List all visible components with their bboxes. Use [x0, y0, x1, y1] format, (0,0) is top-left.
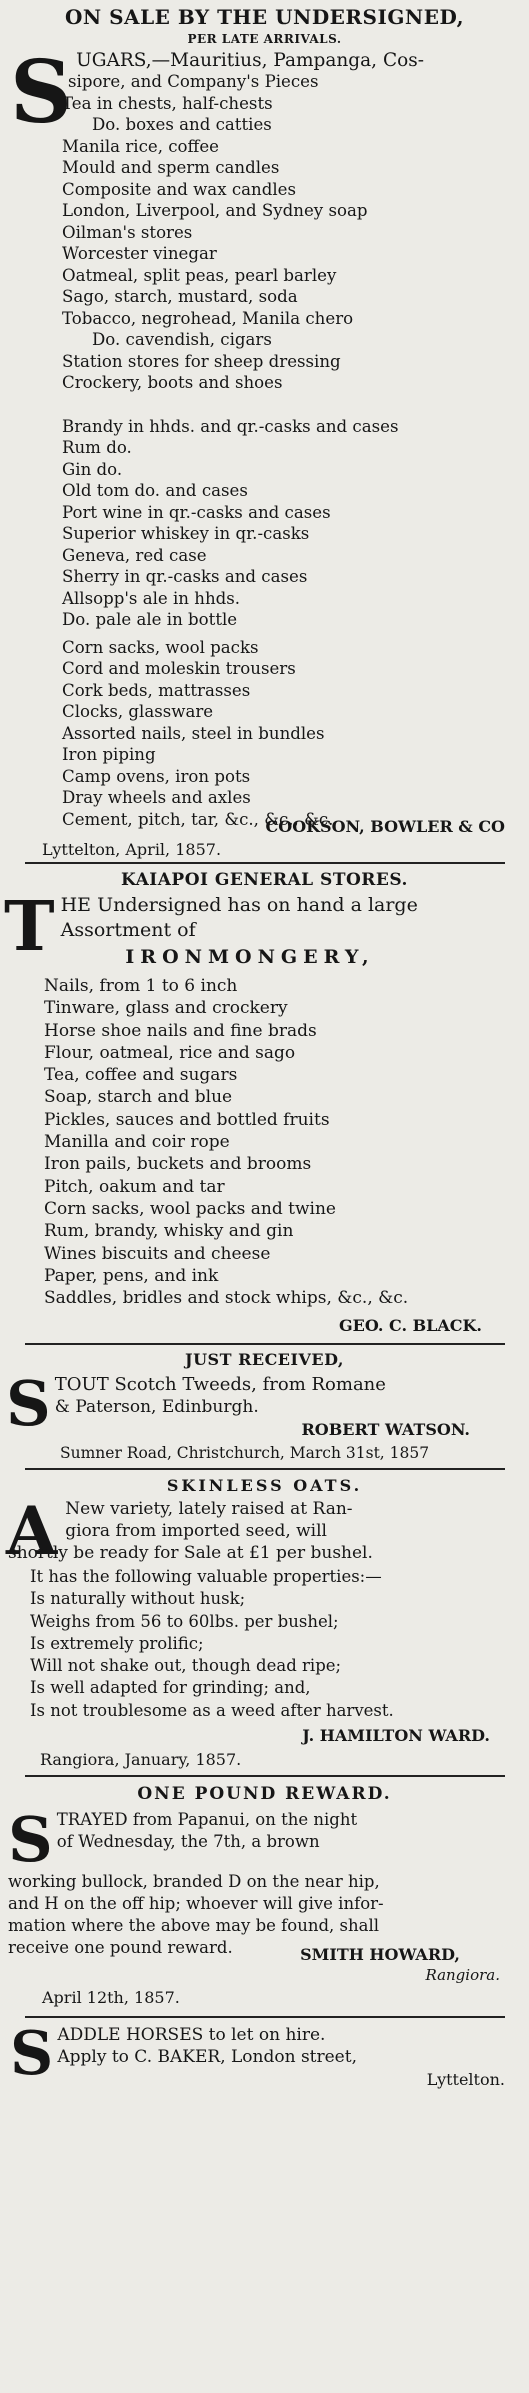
- list-item: Tea in chests, half-chests: [62, 93, 273, 113]
- list-item: Composite and wax candles: [62, 179, 296, 199]
- list-item: Allsopp's ale in hhds.: [62, 588, 241, 608]
- ad5-line: and H on the off hip; whoever will give infor-: [8, 1894, 384, 1913]
- list-item: Is naturally without husk;: [30, 1589, 246, 1609]
- list-item: Nails, from 1 to 6 inch: [44, 976, 238, 996]
- place-date: Sumner Road, Christchurch, March 31st, 1857: [60, 1444, 430, 1462]
- ironmongery-heading: IRONMONGERY,: [125, 946, 375, 968]
- list-item: Wines biscuits and cheese: [44, 1243, 271, 1264]
- list-item: Tobacco, negrohead, Manila chero: [62, 308, 354, 328]
- ad1-item-list: [62, 71, 522, 830]
- divider: [25, 2016, 505, 2018]
- list-item: Sherry in qr.-casks and cases: [62, 567, 308, 586]
- list-item: Pitch, oakum and tar: [44, 1176, 225, 1197]
- place: Lyttelton.: [426, 2070, 505, 2089]
- ad5-line: of Wednesday, the 7th, a brown: [56, 1832, 320, 1851]
- list-item: Pickles, sauces and bottled fruits: [44, 1109, 330, 1130]
- headline: ONE POUND REWARD.: [137, 1784, 392, 1804]
- list-item: Tinware, glass and crockery: [44, 998, 288, 1019]
- ad6-line2: Apply to C. BAKER, London street,: [57, 2047, 357, 2067]
- list-item: Rum, brandy, whisky and gin: [44, 1221, 294, 1242]
- place-date: Rangiora, January, 1857.: [40, 1750, 242, 1769]
- list-item: Rum do.: [62, 438, 132, 457]
- place-date: Lyttelton, April, 1857.: [42, 840, 222, 859]
- list-item: Weighs from 56 to 60lbs. per bushel;: [30, 1611, 339, 1631]
- list-item: Is not troublesome as a weed after harvest.: [30, 1700, 394, 1720]
- list-item: Worcester vinegar: [62, 244, 217, 263]
- signature: J. HAMILTON WARD.: [302, 1726, 490, 1745]
- list-item: Is extremely prolific;: [30, 1633, 204, 1653]
- ad5-body: [8, 1803, 526, 1959]
- list-item: Port wine in qr.-casks and cases: [62, 502, 331, 522]
- list-item: Crockery, boots and shoes: [62, 373, 283, 392]
- headline: JUST RECEIVED,: [185, 1350, 344, 1369]
- drop-cap: S: [10, 2019, 54, 2089]
- ad4-item-list: [30, 1566, 525, 1722]
- list-item: Assorted nails, steel in bundles: [62, 723, 325, 743]
- list-item: Station stores for sheep dressing: [62, 351, 341, 371]
- list-item: Flour, oatmeal, rice and sago: [44, 1042, 296, 1063]
- list-item: Do. pale ale in bottle: [62, 610, 238, 629]
- ad5-line: mation where the above may be found, shall: [8, 1916, 379, 1935]
- list-item: Soap, starch and blue: [44, 1087, 233, 1108]
- list-item: Do. boxes and catties: [92, 115, 272, 134]
- subheadline: PER LATE ARRIVALS.: [187, 32, 342, 46]
- list-item: It has the following valuable properties:—: [30, 1567, 382, 1586]
- list-item: Is well adapted for grinding; and,: [30, 1678, 311, 1698]
- drop-cap: S: [10, 42, 73, 143]
- ad3-line2: & Paterson, Edinburgh.: [54, 1397, 259, 1417]
- headline: KAIAPOI GENERAL STORES.: [121, 870, 408, 890]
- list-item: Sago, starch, mustard, soda: [62, 287, 298, 306]
- list-item: Manila rice, coffee: [62, 136, 219, 156]
- drop-cap: T: [4, 887, 55, 967]
- list-item: Old tom do. and cases: [62, 481, 248, 500]
- list-item: Oilman's stores: [62, 222, 193, 242]
- list-item: Corn sacks, wool packs and twine: [44, 1198, 336, 1219]
- list-item: Mould and sperm candles: [62, 158, 280, 177]
- list-item: Cement, pitch, tar, &c., &c., &c.: [62, 809, 334, 829]
- list-item: Tea, coffee and sugars: [44, 1065, 238, 1086]
- ad2-line2: Assortment of: [60, 919, 196, 941]
- date: April 12th, 1857.: [42, 1988, 180, 2007]
- ad4-line1: New variety, lately raised at Ran-: [65, 1499, 353, 1519]
- list-item: Superior whiskey in qr.-casks: [62, 524, 310, 543]
- list-item: Corn sacks, wool packs: [62, 637, 259, 657]
- ad2-line1: HE Undersigned has on hand a large: [60, 894, 418, 916]
- divider: [25, 1775, 505, 1777]
- list-item: sipore, and Company's Pieces: [68, 72, 319, 91]
- signature: ROBERT WATSON.: [301, 1420, 470, 1439]
- headline: ON SALE BY THE UNDERSIGNED,: [64, 5, 465, 29]
- divider: [25, 1343, 505, 1345]
- ad3-line1: TOUT Scotch Tweeds, from Romane: [54, 1374, 386, 1395]
- divider: [25, 862, 505, 864]
- ad5-line: working bullock, branded D on the near hip,: [8, 1872, 380, 1891]
- list-item: Manilla and coir rope: [44, 1132, 230, 1153]
- ad5-line: TRAYED from Papanui, on the night: [56, 1810, 358, 1829]
- list-item: Paper, pens, and ink: [44, 1265, 219, 1286]
- ad-cookson-bowler: [0, 4, 529, 48]
- divider: [25, 1468, 505, 1470]
- list-item: Saddles, bridles and stock whips, &c., &c.: [44, 1288, 409, 1309]
- list-item: Geneva, red case: [62, 545, 207, 565]
- list-item: Will not shake out, though dead ripe;: [30, 1656, 342, 1676]
- list-item: Brandy in hhds. and qr.-casks and cases: [62, 416, 399, 436]
- signature-place: Rangiora.: [425, 1966, 500, 1984]
- drop-cap: S: [6, 1367, 51, 1440]
- list-item: London, Liverpool, and Sydney soap: [62, 201, 368, 220]
- signature: SMITH HOWARD,: [300, 1945, 460, 1964]
- signature: GEO. C. BLACK.: [339, 1316, 482, 1335]
- list-item: Cord and moleskin trousers: [62, 659, 296, 678]
- signature: COOKSON, BOWLER & CO: [265, 817, 505, 836]
- drop-cap: A: [6, 1492, 58, 1570]
- ad4-line3: shortly be ready for Sale at £1 per bushel.: [8, 1543, 373, 1563]
- list-item: Do. cavendish, cigars: [92, 330, 272, 349]
- list-item: Iron pails, buckets and brooms: [44, 1154, 312, 1175]
- list-item: Oatmeal, split peas, pearl barley: [62, 265, 337, 285]
- list-item: Iron piping: [62, 745, 156, 764]
- headline: SKINLESS OATS.: [166, 1476, 363, 1495]
- ad1-first-line: UGARS,—Mauritius, Pampanga, Cos-: [76, 50, 424, 71]
- list-item: Camp ovens, iron pots: [62, 766, 251, 786]
- ad2-item-list: [44, 975, 524, 1309]
- ad5-line: receive one pound reward.: [8, 1938, 233, 1957]
- ad6-line1: ADDLE HORSES to let on hire.: [57, 2025, 326, 2045]
- list-item: Gin do.: [62, 459, 123, 479]
- list-item: Dray wheels and axles: [62, 788, 251, 807]
- list-item: Clocks, glassware: [62, 702, 214, 721]
- list-item: Horse shoe nails and fine brads: [44, 1020, 317, 1041]
- drop-cap: S: [8, 1803, 53, 1876]
- ad4-line2: giora from imported seed, will: [65, 1521, 327, 1541]
- list-item: Cork beds, mattrasses: [62, 680, 251, 700]
